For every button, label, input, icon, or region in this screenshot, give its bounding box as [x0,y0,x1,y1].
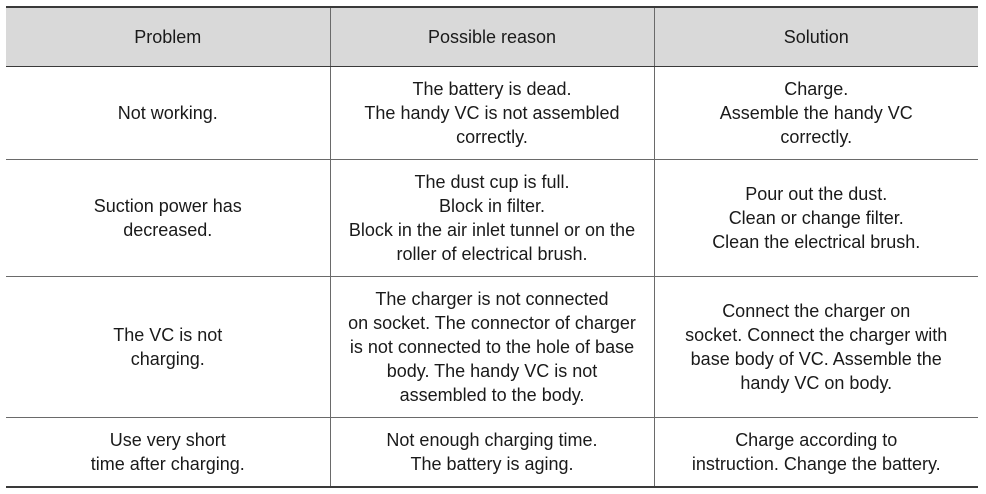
reason-cell [330,418,654,488]
cell-line: Clean or change filter. [728,208,904,228]
cell-line: Block in the air inlet tunnel or on the [348,220,636,240]
problem-cell [6,418,330,488]
cell-line: Assemble the handy VC [719,103,913,123]
solution-cell [654,418,978,488]
problem-cell [6,277,330,418]
reason-cell [330,277,654,418]
table-row [6,418,978,488]
cell-line: roller of electrical brush. [396,244,588,264]
cell-line: The VC is not [113,325,223,345]
header-row [6,7,978,67]
cell-line: Use very short [109,430,226,450]
cell-line: on socket. The connector of charger [348,313,636,333]
troubleshooting-table [6,6,978,488]
problem-cell [6,160,330,277]
problem-cell [6,67,330,160]
cell-line: is not connected to the hole of base [349,337,635,357]
reason-cell [330,160,654,277]
cell-line: Pour out the dust. [745,184,888,204]
cell-line: Not enough charging time. [386,430,598,450]
cell-line: correctly. [780,127,853,147]
table-header [6,7,978,67]
table-row [6,67,978,160]
cell-line: Block in filter. [438,196,546,216]
cell-line: Clean the electrical brush. [712,232,921,252]
reason-cell [330,67,654,160]
table-row [6,160,978,277]
cell-line: charging. [130,349,205,369]
cell-line: correctly. [456,127,528,147]
cell-line: Charge. [784,79,849,99]
solution-cell [654,277,978,418]
cell-line: assembled to the body. [399,385,585,405]
cell-line: The dust cup is full. [414,172,570,192]
header-possible-reason: Possible reason [330,7,654,67]
cell-line: Charge according to [735,430,898,450]
header-solution: Solution [654,7,978,67]
cell-line: time after charging. [90,454,245,474]
cell-line: The battery is dead. [412,79,572,99]
cell-line: socket. Connect the charger with [685,325,948,345]
cell-line: The handy VC is not assembled [364,103,620,123]
cell-line: Not working. [117,103,218,123]
table-body [6,67,978,488]
table-row [6,277,978,418]
cell-line: The charger is not connected [375,289,609,309]
solution-cell [654,67,978,160]
cell-line: body. The handy VC is not [386,361,598,381]
cell-line: Connect the charger on [722,301,911,321]
troubleshooting-table-container [6,6,978,488]
header-problem: Problem [6,7,330,67]
cell-line: Suction power has [93,196,242,216]
solution-cell [654,160,978,277]
cell-line: instruction. Change the battery. [691,454,941,474]
cell-line: base body of VC. Assemble the [690,349,942,369]
cell-line: handy VC on body. [740,373,893,393]
cell-line: The battery is aging. [410,454,574,474]
cell-line: decreased. [123,220,213,240]
